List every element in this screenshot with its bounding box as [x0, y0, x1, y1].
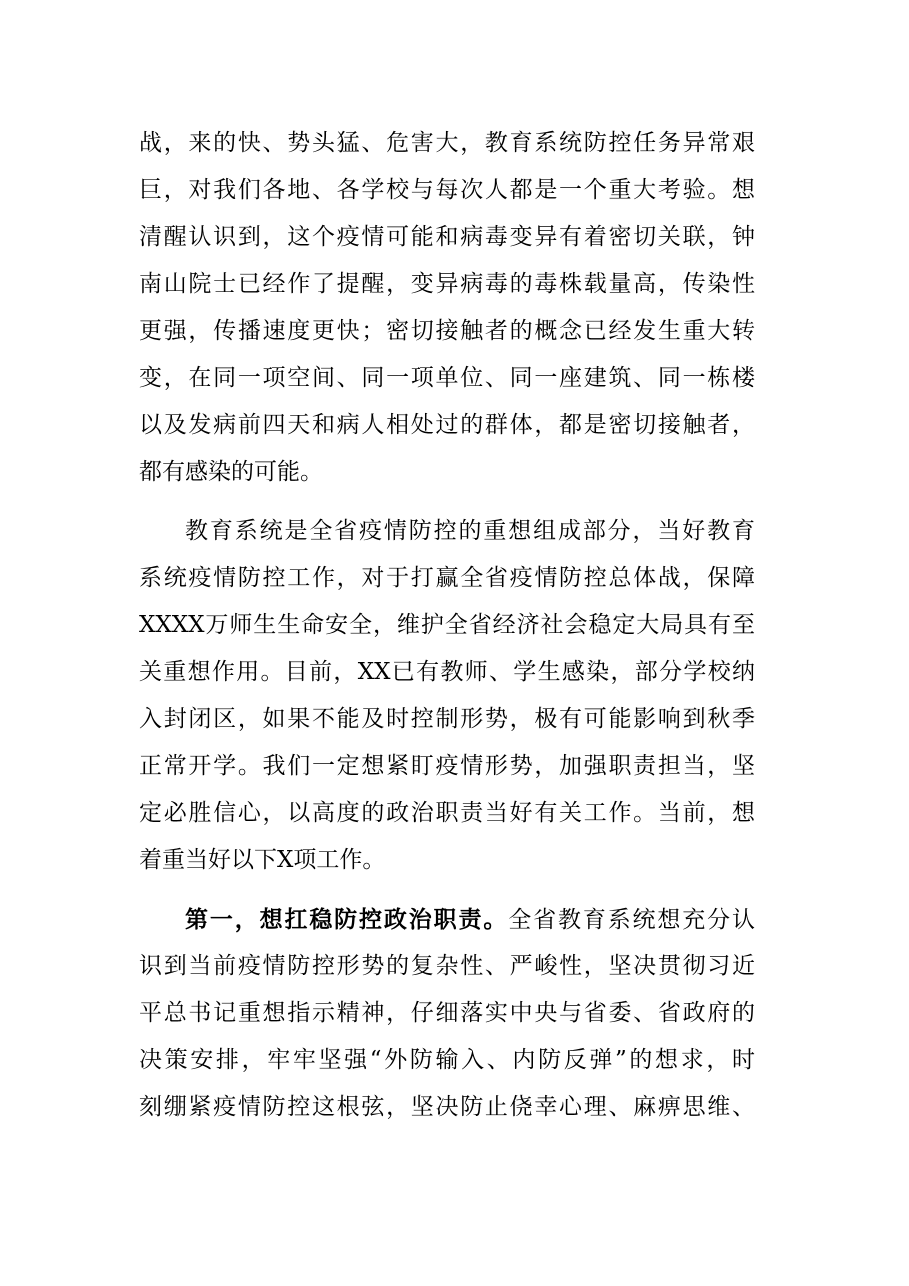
text-line: 正常开学。我们一定想紧盯疫情形势，加强职责担当，坚	[139, 753, 755, 779]
text-line: 着重当好以下X项工作。	[139, 847, 386, 873]
text-run: 全省教育系统想充分认	[508, 907, 755, 933]
text-line: 以及发病前四天和病人相处过的群体，都是密切接触者，	[139, 412, 755, 438]
text-line: 识到当前疫情防控形势的复杂性、严峻性，坚决贯彻习近	[139, 953, 755, 979]
text-line: 平总书记重想指示精神，仔细落实中央与省委、省政府的	[139, 1000, 755, 1026]
text-line: 巨，对我们各地、各学校与每次人都是一个重大考验。想	[139, 177, 755, 203]
paragraph-3	[139, 896, 755, 1131]
paragraph-gap	[139, 884, 755, 896]
text-line: XXXX万师生生命安全，维护全省经济社会稳定大局具有至	[139, 612, 755, 638]
paragraph-2	[139, 508, 755, 884]
text-line	[139, 896, 755, 943]
text-line: 入封闭区，如果不能及时控制形势，极有可能影响到秋季	[139, 706, 755, 732]
paragraph-1	[139, 120, 755, 496]
document-body	[139, 120, 755, 1131]
paragraph-gap	[139, 496, 755, 508]
text-line: 系统疫情防控工作，对于打赢全省疫情防控总体战，保障	[139, 565, 755, 591]
text-line: 教育系统是全省疫情防控的重想组成部分，当好教育	[185, 518, 755, 544]
text-line: 都有感染的可能。	[139, 459, 323, 485]
text-line: 变，在同一项空间、同一项单位、同一座建筑、同一栋楼	[139, 365, 755, 391]
text-line: 南山院士已经作了提醒，变异病毒的毒株载量高，传染性	[139, 271, 755, 297]
section-heading: 第一，想扛稳防控政治职责。	[185, 906, 509, 933]
text-line: 清醒认识到，这个疫情可能和病毒变异有着密切关联，钟	[139, 224, 755, 250]
text-line: 关重想作用。目前，XX已有教师、学生感染，部分学校纳	[139, 659, 755, 685]
text-line: 战，来的快、势头猛、危害大，教育系统防控任务异常艰	[139, 130, 755, 156]
text-line: 刻绷紧疫情防控这根弦，坚决防止侥幸心理、麻痹思维、	[139, 1094, 755, 1120]
text-line: 定必胜信心，以高度的政治职责当好有关工作。当前，想	[139, 800, 755, 826]
text-line: 决策安排，牢牢坚强“外防输入、内防反弹”的想求，时	[139, 1047, 755, 1073]
text-line: 更强，传播速度更快；密切接触者的概念已经发生重大转	[139, 318, 755, 344]
